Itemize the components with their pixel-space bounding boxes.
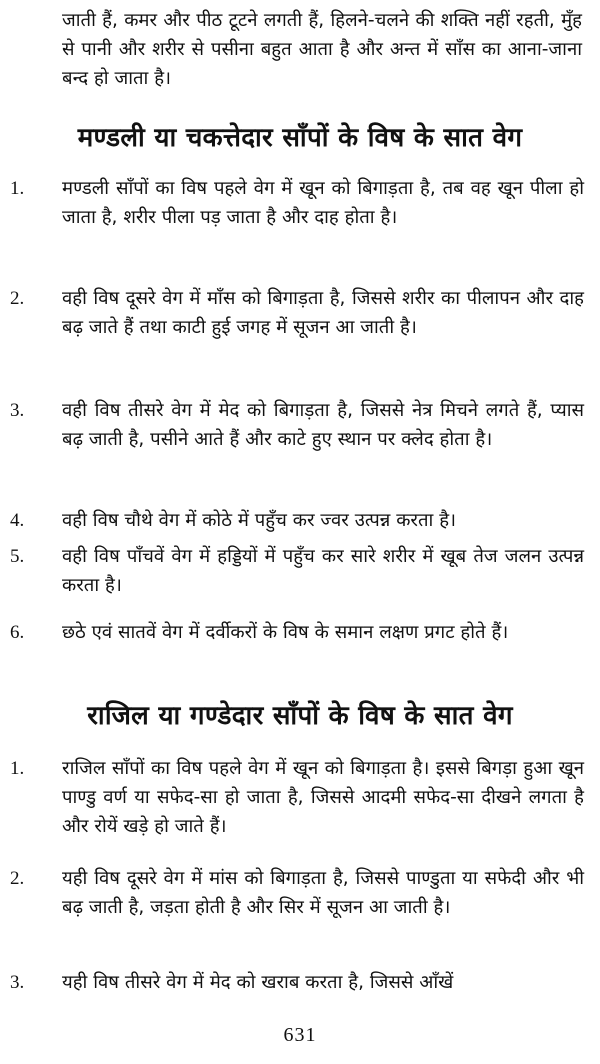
item-number: 1.: [10, 178, 25, 199]
item-number: 5.: [10, 546, 25, 567]
item-number: 2.: [10, 868, 25, 889]
item-text: यही विष तीसरे वेग में मेद को खराब करता है, जिससे आँखें: [62, 972, 454, 993]
page-number: 631: [283, 1024, 317, 1046]
item-text: वही विष चौथे वेग में कोठे में पहुँच कर ज्वर उत्पन्न करता है।: [62, 510, 457, 531]
item-text: वही विष दूसरे वेग में माँस को बिगाड़ता है, जिससे शरीर का पीलापन और दाह बढ़ जाते हैं तथा काटी हुई जगह में सूजन आ जाती है।: [62, 288, 584, 338]
intro-paragraph: जाती हैं, कमर और पीठ टूटने लगती हैं, हिलने-चलने की शक्ति नहीं रहती, मुँह से पानी और शरीर से पसीना बहुत आता है और अन्त में साँस का आना-जाना बन्द हो जाता है।: [62, 10, 582, 89]
item-number: 3.: [10, 972, 25, 993]
item-text: यही विष दूसरे वेग में मांस को बिगाड़ता है, जिससे पाण्डुता या सफेदी और भी बढ़ जाती है, जड़ता होती है और सिर में सूजन आ जाती है।: [62, 868, 584, 918]
item-number: 2.: [10, 288, 25, 309]
item-text: छठे एवं सातवें वेग में दर्वीकरों के विष के समान लक्षण प्रगट होते हैं।: [62, 622, 509, 643]
section-heading-mandali: मण्डली या चकत्तेदार साँपों के विष के सात वेग: [77, 123, 523, 153]
section-heading-rajil: राजिल या गण्डेदार साँपों के विष के सात वेग: [87, 701, 513, 731]
item-text: वही विष तीसरे वेग में मेद को बिगाड़ता है, जिससे नेत्र मिचने लगते हैं, प्यास बढ़ जाती है, पसीने आते हैं और काटे हुए स्थान पर क्लेद होता है।: [62, 400, 584, 450]
item-number: 1.: [10, 758, 25, 779]
item-number: 6.: [10, 622, 25, 643]
item-number: 4.: [10, 510, 25, 531]
item-text: मण्डली साँपों का विष पहले वेग में खून को बिगाड़ता है, तब वह खून पीला हो जाता है, शरीर पीला पड़ जाता है और दाह होता है।: [62, 178, 584, 228]
item-text: वही विष पाँचवें वेग में हड्डियों में पहुँच कर सारे शरीर में खूब तेज जलन उत्पन्न करता है।: [62, 546, 584, 596]
item-text: राजिल साँपों का विष पहले वेग में खून को बिगाड़ता है। इससे बिगड़ा हुआ खून पाण्डु वर्ण या सफेद-सा हो जाता है, जिससे आदमी सफेद-सा दीखने लगता है और रोयें खड़े हो जाते हैं।: [62, 758, 584, 837]
item-number: 3.: [10, 400, 25, 421]
